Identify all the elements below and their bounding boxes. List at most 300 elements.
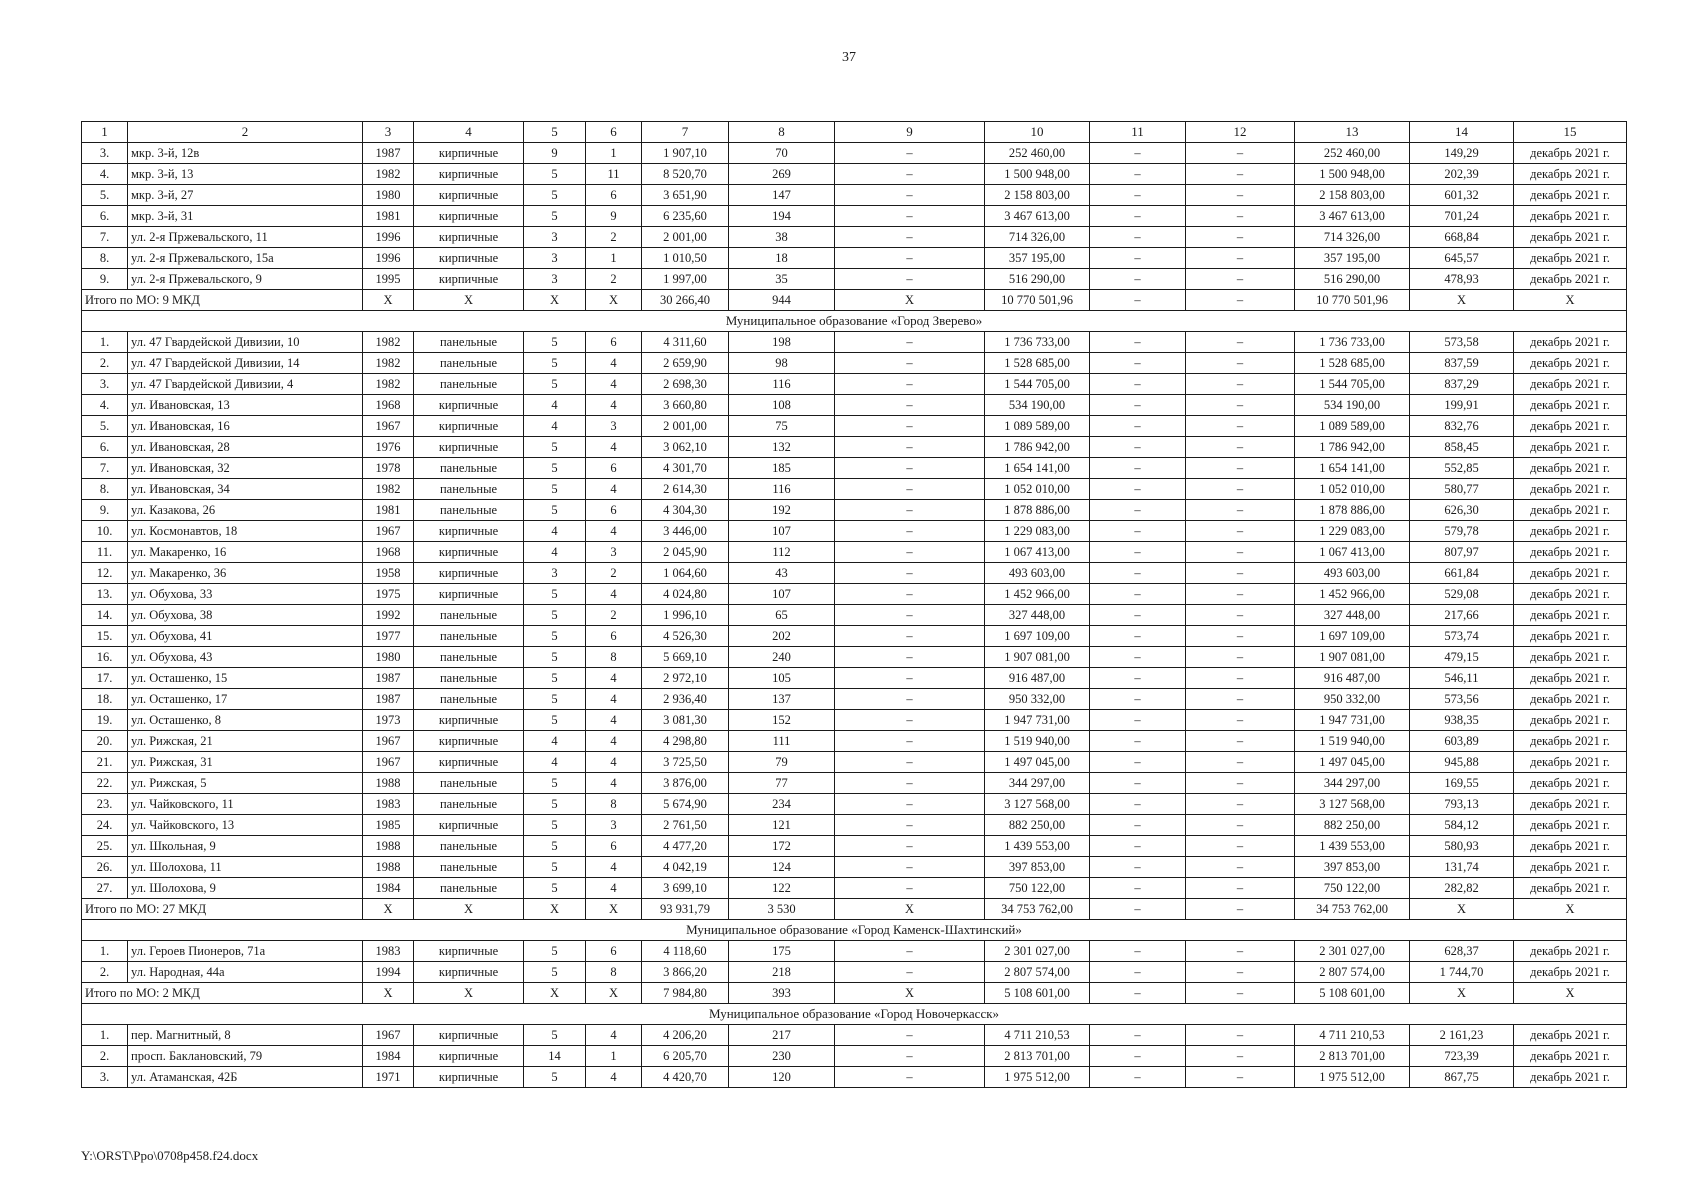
row-number: 12. [82, 563, 128, 584]
table-cell: декабрь 2021 г. [1514, 752, 1627, 773]
table-cell: – [1090, 647, 1186, 668]
table-cell: 5 [524, 500, 586, 521]
table-cell: 1971 [363, 1067, 414, 1088]
table-cell: 149,29 [1410, 143, 1514, 164]
total-cell: – [1090, 983, 1186, 1004]
table-cell: 4 [586, 584, 642, 605]
table-cell: – [1186, 668, 1295, 689]
address-cell: мкр. 3-й, 31 [128, 206, 363, 227]
table-cell: 1 947 731,00 [1295, 710, 1410, 731]
table-cell: 75 [729, 416, 835, 437]
table-cell: кирпичные [414, 227, 524, 248]
address-cell: ул. Шолохова, 9 [128, 878, 363, 899]
table-cell: – [1090, 836, 1186, 857]
table-cell: 3 [586, 815, 642, 836]
total-cell: X [363, 983, 414, 1004]
table-cell: 2 698,30 [642, 374, 729, 395]
address-cell: пер. Магнитный, 8 [128, 1025, 363, 1046]
table-cell: 4 [524, 731, 586, 752]
table-cell: 1 878 886,00 [985, 500, 1090, 521]
table-cell: панельные [414, 836, 524, 857]
table-cell: 2 158 803,00 [985, 185, 1090, 206]
address-cell: ул. Космонавтов, 18 [128, 521, 363, 542]
table-cell: 1 497 045,00 [1295, 752, 1410, 773]
table-cell: 6 [586, 626, 642, 647]
table-cell: – [1090, 794, 1186, 815]
table-cell: 916 487,00 [1295, 668, 1410, 689]
table-cell: 1 519 940,00 [1295, 731, 1410, 752]
table-cell: 344 297,00 [1295, 773, 1410, 794]
row-number: 1. [82, 941, 128, 962]
table-cell: – [835, 794, 985, 815]
table-cell: 252 460,00 [985, 143, 1090, 164]
table-cell: – [1090, 479, 1186, 500]
table-cell: 1 654 141,00 [985, 458, 1090, 479]
table-cell: – [1186, 962, 1295, 983]
table-cell: 4 [524, 521, 586, 542]
address-cell: ул. Обухова, 43 [128, 647, 363, 668]
table-row [82, 710, 1627, 731]
table-cell: 479,15 [1410, 647, 1514, 668]
address-cell: ул. Макаренко, 36 [128, 563, 363, 584]
table-cell: 6 [586, 500, 642, 521]
table-cell: 2 659,90 [642, 353, 729, 374]
table-cell: – [1186, 395, 1295, 416]
column-number-header: 15 [1514, 122, 1627, 143]
table-cell: – [1090, 878, 1186, 899]
total-cell: X [835, 290, 985, 311]
table-row [82, 626, 1627, 647]
table-cell: – [835, 962, 985, 983]
table-cell: – [1090, 857, 1186, 878]
table-row [82, 584, 1627, 605]
row-number: 24. [82, 815, 128, 836]
table-cell: панельные [414, 353, 524, 374]
table-cell: – [835, 227, 985, 248]
table-cell: 645,57 [1410, 248, 1514, 269]
total-cell: 34 753 762,00 [985, 899, 1090, 920]
table-cell: – [835, 500, 985, 521]
column-number-header: 12 [1186, 122, 1295, 143]
table-cell: 4 [524, 395, 586, 416]
table-cell: 1 697 109,00 [1295, 626, 1410, 647]
table-cell: 1967 [363, 752, 414, 773]
table-row [82, 500, 1627, 521]
address-cell: ул. Макаренко, 16 [128, 542, 363, 563]
table-cell: 202 [729, 626, 835, 647]
table-cell: – [835, 752, 985, 773]
table-cell: 1 736 733,00 [1295, 332, 1410, 353]
total-cell: X [586, 983, 642, 1004]
table-cell: 837,29 [1410, 374, 1514, 395]
table-cell: 4 [586, 668, 642, 689]
table-cell: 4 042,19 [642, 857, 729, 878]
table-cell: 4 118,60 [642, 941, 729, 962]
total-row [82, 290, 1627, 311]
table-row [82, 1025, 1627, 1046]
row-number: 17. [82, 668, 128, 689]
table-cell: кирпичные [414, 248, 524, 269]
table-cell: 1 067 413,00 [985, 542, 1090, 563]
row-number: 25. [82, 836, 128, 857]
table-cell: 1 528 685,00 [985, 353, 1090, 374]
row-number: 5. [82, 416, 128, 437]
table-cell: 950 332,00 [1295, 689, 1410, 710]
table-row [82, 395, 1627, 416]
table-cell: 2 001,00 [642, 416, 729, 437]
table-cell: 723,39 [1410, 1046, 1514, 1067]
address-cell: ул. Рижская, 31 [128, 752, 363, 773]
table-cell: 5 [524, 584, 586, 605]
table-cell: 5 [524, 962, 586, 983]
table-cell: 3 866,20 [642, 962, 729, 983]
total-cell: – [1186, 290, 1295, 311]
table-cell: 35 [729, 269, 835, 290]
table-cell: – [1186, 374, 1295, 395]
table-cell: – [835, 353, 985, 374]
total-cell: – [1090, 899, 1186, 920]
header-row [82, 122, 1627, 143]
table-cell: 4 301,70 [642, 458, 729, 479]
table-cell: декабрь 2021 г. [1514, 836, 1627, 857]
table-cell: 234 [729, 794, 835, 815]
table-cell: 945,88 [1410, 752, 1514, 773]
table-cell: кирпичные [414, 1025, 524, 1046]
table-cell: декабрь 2021 г. [1514, 269, 1627, 290]
address-cell: ул. Школьная, 9 [128, 836, 363, 857]
table-cell: 516 290,00 [985, 269, 1090, 290]
table-cell: 4 [586, 689, 642, 710]
table-cell: – [1090, 206, 1186, 227]
row-number: 1. [82, 1025, 128, 1046]
table-cell: 750 122,00 [1295, 878, 1410, 899]
table-cell: декабрь 2021 г. [1514, 668, 1627, 689]
table-cell: 5 [524, 479, 586, 500]
table-cell: – [835, 164, 985, 185]
table-row [82, 836, 1627, 857]
address-cell: мкр. 3-й, 27 [128, 185, 363, 206]
total-cell: X [1514, 983, 1627, 1004]
table-cell: 5 669,10 [642, 647, 729, 668]
table-cell: 269 [729, 164, 835, 185]
row-number: 10. [82, 521, 128, 542]
houses-table [81, 121, 1627, 1088]
table-cell: 4 [586, 731, 642, 752]
table-cell: кирпичные [414, 1067, 524, 1088]
table-cell: декабрь 2021 г. [1514, 248, 1627, 269]
row-number: 19. [82, 710, 128, 731]
table-cell: 4 420,70 [642, 1067, 729, 1088]
table-row [82, 374, 1627, 395]
table-cell: 1994 [363, 962, 414, 983]
address-cell: ул. Рижская, 5 [128, 773, 363, 794]
table-cell: – [835, 815, 985, 836]
table-cell: 3 467 613,00 [985, 206, 1090, 227]
total-cell: 393 [729, 983, 835, 1004]
table-cell: – [1090, 626, 1186, 647]
table-cell: 137 [729, 689, 835, 710]
address-cell: ул. 47 Гвардейской Дивизии, 10 [128, 332, 363, 353]
table-cell: 867,75 [1410, 1067, 1514, 1088]
total-cell: – [1186, 983, 1295, 1004]
table-cell: 3 725,50 [642, 752, 729, 773]
row-number: 16. [82, 647, 128, 668]
table-cell: 1967 [363, 1025, 414, 1046]
table-cell: кирпичные [414, 584, 524, 605]
row-number: 26. [82, 857, 128, 878]
table-cell: 1 052 010,00 [1295, 479, 1410, 500]
table-cell: декабрь 2021 г. [1514, 941, 1627, 962]
table-cell: 1 544 705,00 [1295, 374, 1410, 395]
address-cell: ул. Обухова, 41 [128, 626, 363, 647]
table-cell: 1 907 081,00 [985, 647, 1090, 668]
table-cell: 1 528 685,00 [1295, 353, 1410, 374]
table-cell: 8 [586, 962, 642, 983]
table-cell: – [1186, 185, 1295, 206]
table-cell: 5 [524, 647, 586, 668]
table-cell: 9 [524, 143, 586, 164]
table-cell: 4 298,80 [642, 731, 729, 752]
table-cell: 601,32 [1410, 185, 1514, 206]
table-cell: 3 446,00 [642, 521, 729, 542]
table-cell: 131,74 [1410, 857, 1514, 878]
total-cell: X [363, 899, 414, 920]
table-cell: 1984 [363, 878, 414, 899]
table-cell: – [1090, 332, 1186, 353]
table-cell: декабрь 2021 г. [1514, 374, 1627, 395]
row-number: 9. [82, 269, 128, 290]
table-cell: 6 205,70 [642, 1046, 729, 1067]
table-cell: 192 [729, 500, 835, 521]
total-cell: X [1410, 290, 1514, 311]
table-cell: 529,08 [1410, 584, 1514, 605]
column-number-header: 7 [642, 122, 729, 143]
table-cell: 2 001,00 [642, 227, 729, 248]
table-cell: – [1186, 227, 1295, 248]
table-cell: 282,82 [1410, 878, 1514, 899]
table-cell: панельные [414, 773, 524, 794]
table-cell: 1975 [363, 584, 414, 605]
total-cell: X [363, 290, 414, 311]
table-cell: 2 158 803,00 [1295, 185, 1410, 206]
table-cell: – [835, 1025, 985, 1046]
row-number: 18. [82, 689, 128, 710]
row-number: 7. [82, 458, 128, 479]
table-cell: – [835, 521, 985, 542]
total-cell: X [835, 983, 985, 1004]
table-cell: – [1186, 563, 1295, 584]
table-cell: 1 010,50 [642, 248, 729, 269]
houses-table-wrap [81, 121, 1626, 1088]
table-cell: 1988 [363, 857, 414, 878]
table-cell: декабрь 2021 г. [1514, 710, 1627, 731]
total-cell: 30 266,40 [642, 290, 729, 311]
total-cell: X [1514, 290, 1627, 311]
table-cell: 8 [586, 794, 642, 815]
table-cell: – [1186, 584, 1295, 605]
table-cell: 8 [586, 647, 642, 668]
table-cell: – [835, 332, 985, 353]
table-cell: 1 229 083,00 [985, 521, 1090, 542]
table-cell: 107 [729, 584, 835, 605]
table-cell: – [1186, 857, 1295, 878]
page-number: 37 [842, 50, 856, 65]
table-cell: декабрь 2021 г. [1514, 962, 1627, 983]
row-number: 2. [82, 1046, 128, 1067]
section-row [82, 311, 1627, 332]
table-cell: 1967 [363, 416, 414, 437]
table-cell: кирпичные [414, 563, 524, 584]
table-cell: 1985 [363, 815, 414, 836]
table-cell: декабрь 2021 г. [1514, 1025, 1627, 1046]
total-label: Итого по МО: 27 МКД [82, 899, 363, 920]
address-cell: ул. Ивановская, 32 [128, 458, 363, 479]
table-row [82, 185, 1627, 206]
table-cell: 2 936,40 [642, 689, 729, 710]
table-cell: – [1090, 500, 1186, 521]
table-cell: 1996 [363, 248, 414, 269]
total-cell: 7 984,80 [642, 983, 729, 1004]
table-cell: 397 853,00 [1295, 857, 1410, 878]
table-cell: 194 [729, 206, 835, 227]
table-cell: 202,39 [1410, 164, 1514, 185]
total-cell: – [1186, 899, 1295, 920]
table-cell: 2 761,50 [642, 815, 729, 836]
table-cell: 1 786 942,00 [985, 437, 1090, 458]
table-cell: 1982 [363, 374, 414, 395]
table-cell: 3 467 613,00 [1295, 206, 1410, 227]
table-cell: кирпичные [414, 752, 524, 773]
table-cell: 1982 [363, 353, 414, 374]
table-cell: кирпичные [414, 941, 524, 962]
total-cell: 944 [729, 290, 835, 311]
table-cell: – [1090, 605, 1186, 626]
table-cell: 1 744,70 [1410, 962, 1514, 983]
table-cell: 240 [729, 647, 835, 668]
table-cell: 4 304,30 [642, 500, 729, 521]
table-cell: 1 229 083,00 [1295, 521, 1410, 542]
column-number-header: 11 [1090, 122, 1186, 143]
table-cell: 950 332,00 [985, 689, 1090, 710]
table-cell: 1967 [363, 731, 414, 752]
table-body [82, 122, 1627, 1088]
address-cell: мкр. 3-й, 12в [128, 143, 363, 164]
table-cell: кирпичные [414, 269, 524, 290]
table-cell: 5 [524, 185, 586, 206]
table-cell: 3 876,00 [642, 773, 729, 794]
table-cell: 43 [729, 563, 835, 584]
table-cell: декабрь 2021 г. [1514, 416, 1627, 437]
table-cell: 4 [586, 521, 642, 542]
table-cell: – [1090, 269, 1186, 290]
table-cell: 1976 [363, 437, 414, 458]
table-cell: 714 326,00 [985, 227, 1090, 248]
table-cell: 1977 [363, 626, 414, 647]
table-cell: 5 [524, 857, 586, 878]
table-cell: кирпичные [414, 206, 524, 227]
row-number: 21. [82, 752, 128, 773]
total-cell: X [1410, 983, 1514, 1004]
table-cell: 1984 [363, 1046, 414, 1067]
table-cell: декабрь 2021 г. [1514, 878, 1627, 899]
table-cell: 6 235,60 [642, 206, 729, 227]
table-cell: 4 711 210,53 [1295, 1025, 1410, 1046]
table-cell: – [1090, 563, 1186, 584]
table-cell: кирпичные [414, 521, 524, 542]
address-cell: ул. Казакова, 26 [128, 500, 363, 521]
table-cell: – [1186, 794, 1295, 815]
table-cell: 1 452 966,00 [1295, 584, 1410, 605]
table-cell: кирпичные [414, 815, 524, 836]
table-cell: 584,12 [1410, 815, 1514, 836]
table-cell: кирпичные [414, 437, 524, 458]
table-cell: – [1186, 605, 1295, 626]
table-cell: – [835, 857, 985, 878]
table-cell: – [1090, 752, 1186, 773]
table-cell: 108 [729, 395, 835, 416]
table-cell: 327 448,00 [985, 605, 1090, 626]
table-cell: 1 064,60 [642, 563, 729, 584]
table-cell: 1981 [363, 206, 414, 227]
column-number-header: 6 [586, 122, 642, 143]
table-cell: декабрь 2021 г. [1514, 584, 1627, 605]
table-cell: 493 603,00 [985, 563, 1090, 584]
table-row [82, 605, 1627, 626]
table-cell: 938,35 [1410, 710, 1514, 731]
table-cell: 1980 [363, 185, 414, 206]
address-cell: ул. Атаманская, 42Б [128, 1067, 363, 1088]
column-number-header: 9 [835, 122, 985, 143]
table-cell: – [1090, 1067, 1186, 1088]
table-cell: 5 674,90 [642, 794, 729, 815]
address-cell: ул. Осташенко, 8 [128, 710, 363, 731]
table-cell: – [1090, 584, 1186, 605]
row-number: 20. [82, 731, 128, 752]
table-cell: – [1090, 248, 1186, 269]
table-cell: 1980 [363, 647, 414, 668]
table-cell: 3 [524, 269, 586, 290]
table-cell: 1 997,00 [642, 269, 729, 290]
table-row [82, 227, 1627, 248]
total-cell: 10 770 501,96 [1295, 290, 1410, 311]
table-cell: панельные [414, 626, 524, 647]
table-cell: – [835, 479, 985, 500]
table-cell: 580,77 [1410, 479, 1514, 500]
total-cell: X [524, 290, 586, 311]
table-cell: 4 311,60 [642, 332, 729, 353]
table-row [82, 248, 1627, 269]
table-cell: панельные [414, 689, 524, 710]
row-number: 1. [82, 332, 128, 353]
table-cell: декабрь 2021 г. [1514, 521, 1627, 542]
total-row [82, 983, 1627, 1004]
table-cell: 1987 [363, 143, 414, 164]
table-cell: – [1186, 1046, 1295, 1067]
address-cell: ул. Народная, 44а [128, 962, 363, 983]
table-cell: – [1090, 458, 1186, 479]
table-cell: – [1090, 143, 1186, 164]
table-cell: – [1186, 815, 1295, 836]
table-cell: кирпичные [414, 395, 524, 416]
table-cell: 478,93 [1410, 269, 1514, 290]
table-cell: 5 [524, 815, 586, 836]
table-cell: – [835, 206, 985, 227]
table-cell: – [1090, 773, 1186, 794]
address-cell: ул. Ивановская, 34 [128, 479, 363, 500]
table-cell: 152 [729, 710, 835, 731]
table-cell: 4 [524, 542, 586, 563]
table-cell: – [835, 731, 985, 752]
